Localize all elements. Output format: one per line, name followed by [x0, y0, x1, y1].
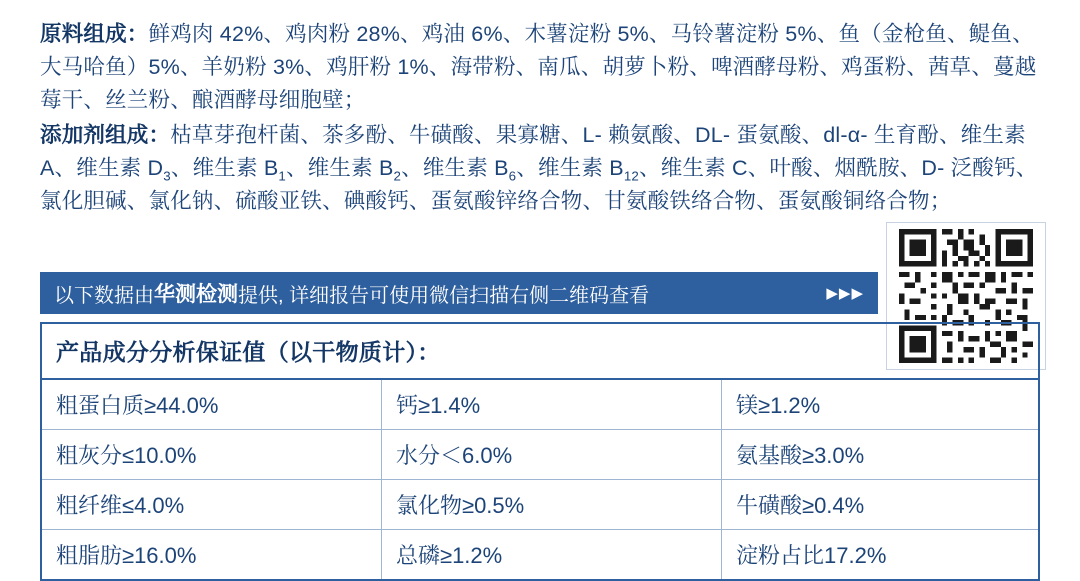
table-cell: 氯化物≥0.5% [382, 480, 722, 529]
ingredients-section [40, 18, 1040, 220]
additive-text-part-3: 1 [278, 168, 287, 184]
table-cell: 粗脂肪≥16.0% [42, 530, 382, 579]
banner-suffix: 提供, 详细报告可使用微信扫描右侧二维码查看 [238, 284, 650, 307]
table-cell: 钙≥1.4% [382, 380, 722, 429]
table-cell: 氨基酸≥3.0% [736, 443, 865, 468]
table-cell: 水分＜6.0% [382, 430, 722, 479]
table-cell: 牛磺酸≥0.4% [736, 493, 865, 518]
testing-report-banner [40, 272, 878, 314]
table-cell: 粗蛋白质≥44.0% [42, 380, 382, 429]
additive-text-part-1: 3 [163, 168, 171, 184]
table-row [42, 480, 1038, 530]
table-title: 产品成分分析保证值（以干物质计）： [42, 324, 1038, 380]
additive-text-part-7: 6 [508, 168, 517, 184]
additive-text-part-9: 12 [623, 168, 640, 184]
additive-ingredients-label: 添加剂组成： [40, 123, 171, 147]
table-cell: 淀粉占比17.2% [736, 543, 887, 568]
table-cell: 粗纤维≤4.0% [42, 480, 382, 529]
raw-ingredients-paragraph [40, 18, 1040, 117]
table-row [42, 380, 1038, 430]
additive-ingredients-paragraph [40, 119, 1040, 218]
banner-highlight: 华测检测 [154, 283, 238, 306]
banner-prefix: 以下数据由 [54, 284, 154, 307]
table-row [42, 530, 1038, 579]
raw-ingredients-text: 鲜鸡肉 42%、鸡肉粉 28%、鸡油 6%、木薯淀粉 5%、马铃薯淀粉 5%、鱼（金枪鱼、鳀鱼、大马哈鱼）5%、羊奶粉 3%、鸡肝粉 1%、海带粉、南瓜、胡萝卜粉、啤酒酵母粉、鸡蛋粉、茜草、蔓越莓干、丝兰粉、酿酒酵母细胞壁； [40, 22, 1037, 112]
banner-arrows-icon: ▶▶▶ [826, 285, 864, 302]
additive-text-part-2: 、维生素 B [170, 156, 279, 180]
additive-text-part-0: 枯草芽孢杆菌、茶多酚、牛磺酸、果寡糖、L- 赖氨酸、DL- 蛋氨酸、dl-α- 生育酚、维生素 A、维生素 D [40, 123, 1026, 180]
additive-text-part-8: 、维生素 B [516, 156, 624, 180]
table-cell: 粗灰分≤10.0% [42, 430, 382, 479]
additive-text-part-5: 2 [393, 168, 402, 184]
nutrition-table [40, 322, 1040, 581]
additive-text-part-4: 、维生素 B [286, 156, 394, 180]
additive-text-part-10: 、维生素 C、叶酸、烟酰胺、D- 泛酸钙、氯化胆碱、氯化钠、硫酸亚铁、碘酸钙、蛋氨酸锌络合物、甘氨酸铁络合物、蛋氨酸铜络合物； [40, 156, 1038, 213]
raw-ingredients-label: 原料组成： [40, 22, 149, 46]
table-cell: 总磷≥1.2% [382, 530, 722, 579]
table-row [42, 430, 1038, 480]
table-cell: 镁≥1.2% [736, 393, 821, 418]
additive-text-part-6: 、维生素 B [401, 156, 509, 180]
